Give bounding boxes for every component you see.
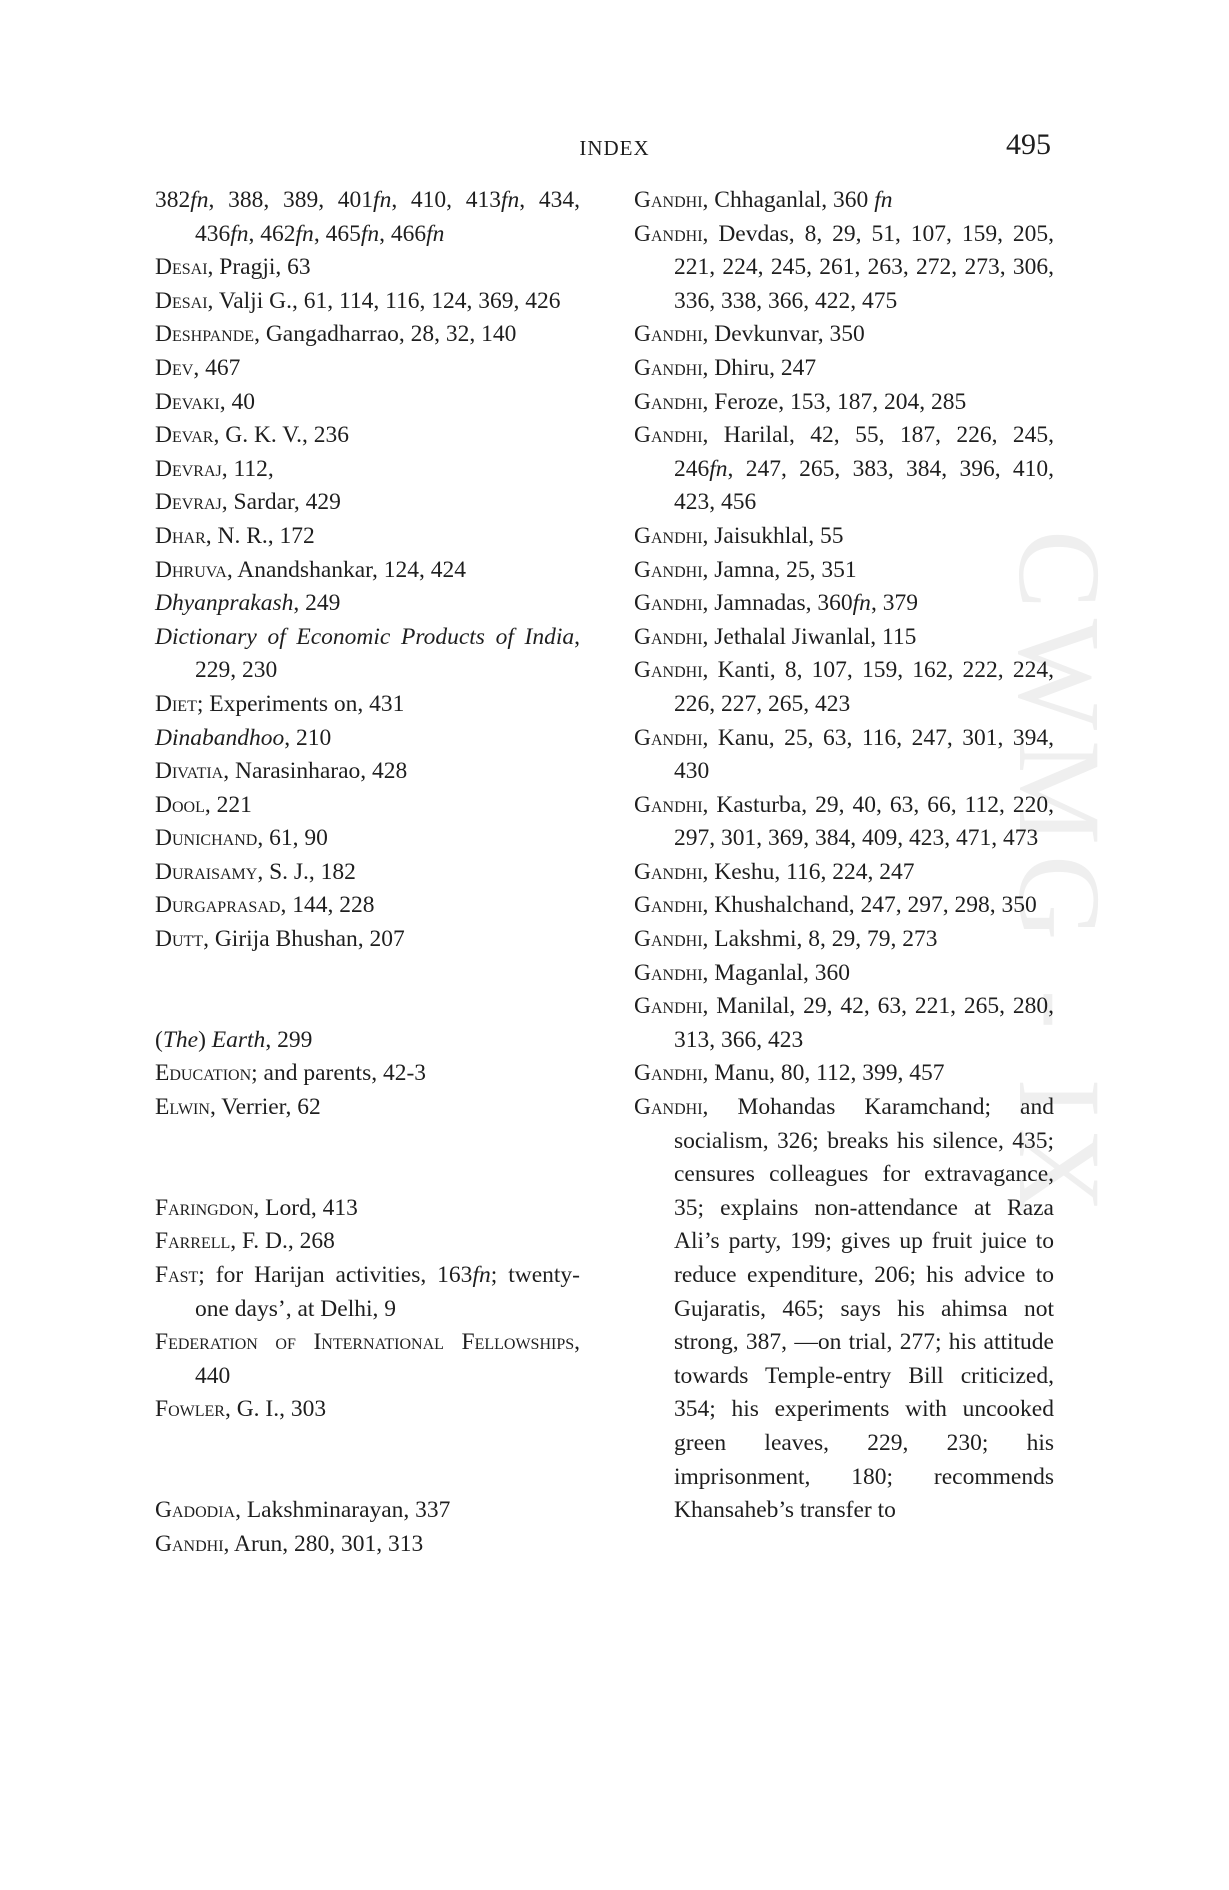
entry-text: ; for Harijan activities, 163: [198, 1262, 473, 1288]
index-entry: [634, 621, 1054, 655]
entry-heading: Gandhi: [634, 590, 703, 617]
entry-text: , 462: [248, 220, 296, 247]
index-entry: [634, 990, 1054, 1057]
section-gap: [155, 957, 580, 1024]
entry-text: 382: [155, 187, 191, 213]
index-entry: [634, 889, 1054, 923]
entry-text: , 144, 228: [280, 892, 375, 919]
entry-text: The: [162, 1026, 199, 1053]
index-entry: [155, 453, 580, 487]
running-head: INDEX: [579, 136, 650, 160]
entry-text: , Chhaganlal, 360: [702, 187, 875, 213]
entry-heading: Fast: [155, 1262, 199, 1288]
index-entry: [634, 1057, 1054, 1091]
entry-text: , Lakshmi, 8, 29, 79, 273: [702, 926, 938, 953]
entry-text: , Manilal, 29, 42, 63, 221, 265, 280, 313, 366, 423: [674, 993, 1054, 1053]
entry-text: fn: [852, 590, 871, 617]
entry-text: , 388, 389, 401: [208, 187, 374, 213]
entry-text: , Kanti, 8, 107, 159, 162, 222, 224, 226, 227, 265, 423: [674, 657, 1054, 717]
entry-heading: Dhar: [155, 522, 206, 549]
index-entry: [155, 755, 580, 789]
entry-text: , Narasinharao, 428: [223, 758, 408, 785]
entry-text: fn: [360, 220, 380, 247]
index-entry: [634, 554, 1054, 588]
index-entry: [634, 318, 1054, 352]
entry-heading: Dutt: [155, 926, 204, 953]
entry-heading: Diet: [155, 690, 197, 717]
entry-heading: Desai: [155, 254, 208, 281]
entry-text: , 40: [219, 388, 255, 415]
entry-heading: Gandhi: [155, 1530, 224, 1557]
entry-heading: Dev: [155, 354, 194, 381]
entry-heading: Faringdon: [155, 1194, 254, 1221]
entry-text: , S. J., 182: [257, 858, 356, 885]
section-gap: [155, 1125, 580, 1192]
index-entry: [155, 419, 580, 453]
entry-heading: Fowler: [155, 1396, 225, 1423]
entry-text: , Keshu, 116, 224, 247: [702, 858, 915, 885]
entry-text: , 465: [313, 220, 361, 247]
index-entry: [155, 1259, 580, 1326]
index-entry: [634, 856, 1054, 890]
index-entry: [155, 822, 580, 856]
index-entry: [634, 654, 1054, 721]
entry-text: , Lord, 413: [253, 1194, 358, 1221]
entry-text: (: [155, 1026, 163, 1053]
entry-text: , Kanu, 25, 63, 116, 247, 301, 394, 430: [674, 724, 1054, 785]
index-entry: [634, 587, 1054, 621]
index-entry: [155, 889, 580, 923]
entry-heading: Dhruva: [155, 556, 227, 583]
entry-text: fn: [501, 187, 520, 213]
index-entry: [155, 1091, 580, 1125]
entry-heading: Gandhi: [634, 892, 703, 919]
entry-text: , 249: [293, 590, 341, 617]
entry-text: , F. D., 268: [230, 1228, 335, 1255]
page-number: 495: [1006, 128, 1051, 161]
entry-text: ; and parents, 42-3: [251, 1060, 427, 1087]
entry-text: , Manu, 80, 112, 399, 457: [702, 1060, 945, 1087]
index-entry: [634, 352, 1054, 386]
entry-heading: Gandhi: [634, 422, 703, 449]
entry-text: fn: [295, 220, 314, 247]
index-entry: [155, 486, 580, 520]
entry-heading: Elwin: [155, 1094, 210, 1121]
entry-heading: Gandhi: [634, 1094, 703, 1121]
entry-text: , 434, 436: [195, 187, 581, 247]
entry-text: fn: [426, 220, 445, 247]
entry-text: , Jamnadas, 360: [702, 590, 853, 617]
entry-heading: Dunichand: [155, 825, 258, 852]
index-entry: [634, 184, 1054, 218]
index-entry: [155, 587, 580, 621]
entry-heading: Gandhi: [634, 623, 703, 650]
entry-text: , 229, 230: [195, 623, 580, 684]
entry-text: , Jamna, 25, 351: [702, 556, 857, 583]
index-entry: [634, 218, 1054, 319]
entry-heading: Gandhi: [634, 993, 703, 1020]
entry-text: , Khushalchand, 247, 297, 298, 350: [702, 892, 1037, 919]
entry-heading: Gandhi: [634, 388, 703, 415]
entry-text: , Anandshankar, 124, 424: [226, 556, 467, 583]
entry-text: , 210: [284, 724, 332, 751]
entry-text: , Gangadharrao, 28, 32, 140: [254, 321, 517, 348]
entry-text: , Devdas, 8, 29, 51, 107, 159, 205, 221, 224, 245, 261, 263, 272, 273, 306, 336, 338, 366, 422, 475: [674, 220, 1054, 314]
entry-heading: Farrell: [155, 1228, 231, 1255]
entry-text: , G. K. V., 236: [213, 422, 350, 449]
entry-text: fn: [709, 455, 728, 482]
entry-text: , Lakshminarayan, 337: [235, 1497, 451, 1524]
entry-heading: Devaki: [155, 388, 220, 415]
index-entry: [155, 1494, 580, 1528]
index-entry: [155, 621, 580, 688]
index-entry: [155, 688, 580, 722]
entry-heading: Devraj: [155, 455, 222, 482]
entry-text: ; Experiments on, 431: [196, 690, 405, 717]
index-entry: [634, 1091, 1054, 1528]
index-entry: [155, 285, 580, 319]
entry-text: fn: [874, 187, 893, 213]
entry-text: , Jethalal Jiwanlal, 115: [702, 623, 917, 650]
section-gap: [155, 1427, 580, 1494]
entry-heading: Gandhi: [634, 220, 703, 247]
entry-text: , 410, 413: [391, 187, 502, 213]
entry-text: fn: [230, 220, 249, 247]
entry-heading: Gandhi: [634, 556, 703, 583]
index-entry: [155, 1057, 580, 1091]
entry-text: , 247, 265, 383, 384, 396, 410, 423, 456: [674, 455, 1054, 516]
entry-heading: Federation of International Fellowships: [155, 1329, 575, 1356]
entry-text: ): [198, 1026, 212, 1053]
index-entry: [155, 856, 580, 890]
index-column-right: [634, 184, 1054, 1528]
entry-text: fn: [373, 187, 392, 213]
index-entry: [155, 184, 580, 251]
index-entry: [155, 352, 580, 386]
index-entry: [155, 318, 580, 352]
entry-text: , Valji G., 61, 114, 116, 124, 369, 426: [207, 287, 561, 314]
index-entry: [155, 923, 580, 957]
entry-text: fn: [472, 1262, 491, 1288]
entry-text: , 379: [870, 590, 918, 617]
index-entry: [155, 1528, 580, 1562]
watermark: CWMG - IX: [994, 530, 1125, 1224]
index-entry: [155, 1192, 580, 1226]
entry-text: , 466: [379, 220, 427, 247]
entry-text: , 61, 90: [257, 825, 328, 852]
index-entry: [155, 386, 580, 420]
index-entry: [634, 419, 1054, 520]
entry-text: , 440: [195, 1329, 580, 1389]
index-entry: [634, 386, 1054, 420]
entry-text: , Dhiru, 247: [702, 354, 817, 381]
entry-text: , G. I., 303: [224, 1396, 327, 1423]
index-entry: [155, 789, 580, 823]
index-entry: [634, 923, 1054, 957]
entry-text: , 299: [265, 1026, 313, 1053]
entry-heading: Gandhi: [634, 959, 703, 986]
entry-text: , Feroze, 153, 187, 204, 285: [702, 388, 967, 415]
entry-heading: Gandhi: [634, 354, 703, 381]
entry-heading: Deshpande: [155, 321, 255, 348]
entry-heading: Gandhi: [634, 522, 703, 549]
index-entry: [155, 1024, 580, 1058]
entry-heading: Duraisamy: [155, 858, 258, 885]
index-entry: [634, 520, 1054, 554]
entry-text: Dictionary of Economic Products of India: [155, 623, 575, 650]
entry-text: , Sardar, 429: [221, 489, 341, 516]
index-entry: [155, 722, 580, 756]
entry-heading: Gandhi: [634, 657, 703, 684]
entry-text: , 112,: [221, 455, 274, 482]
entry-text: , 467: [193, 354, 241, 381]
entry-heading: Education: [155, 1060, 252, 1087]
index-entry: [634, 789, 1054, 856]
entry-text: , Mohandas Karamchand; and socialism, 326; breaks his silence, 435; censures colleagues for extravagance, 35; explains non-attendance at Raza Ali’s party, 199; gives up fruit juice to reduce expenditure, 206; his advice to Gujaratis, 465; says his ahimsa not strong, 387, —on trial, 277; his attitude towards Temple-entry Bill criticized, 354; his experiments with uncooked green leaves, 229, 230; his imprisonment, 180; recommends Khansaheb’s transfer to: [674, 1094, 1054, 1524]
entry-text: Dhyanprakash: [155, 590, 294, 617]
index-column-left: [155, 184, 580, 1561]
entry-heading: Gandhi: [634, 791, 703, 818]
entry-heading: Desai: [155, 287, 208, 314]
index-entry: [155, 251, 580, 285]
entry-heading: Dool: [155, 791, 205, 818]
entry-text: , Jaisukhlal, 55: [702, 522, 844, 549]
entry-text: , Harilal, 42, 55, 187, 226, 245, 246: [674, 422, 1054, 482]
entry-heading: Gadodia: [155, 1497, 236, 1524]
entry-text: , Devkunvar, 350: [702, 321, 865, 348]
entry-text: , Maganlal, 360: [702, 959, 851, 986]
entry-heading: Gandhi: [634, 724, 703, 751]
entry-text: , Arun, 280, 301, 313: [223, 1530, 424, 1557]
entry-text: , Girija Bhushan, 207: [203, 926, 405, 953]
entry-text: Dinabandhoo: [155, 724, 285, 751]
entry-heading: Gandhi: [634, 187, 703, 213]
index-entry: [155, 520, 580, 554]
entry-heading: Gandhi: [634, 858, 703, 885]
index-entry: [155, 1393, 580, 1427]
entry-text: , Verrier, 62: [209, 1094, 321, 1121]
index-entry: [634, 957, 1054, 991]
entry-text: Earth: [211, 1026, 266, 1053]
index-entry: [155, 1225, 580, 1259]
entry-heading: Gandhi: [634, 926, 703, 953]
entry-text: , N. R., 172: [205, 522, 315, 549]
entry-heading: Gandhi: [634, 1060, 703, 1087]
entry-heading: Durgaprasad: [155, 892, 281, 919]
entry-heading: Gandhi: [634, 321, 703, 348]
index-entry: [634, 722, 1054, 789]
entry-text: , Pragji, 63: [207, 254, 311, 281]
entry-text: ; twenty-one days’, at Delhi, 9: [195, 1262, 580, 1322]
entry-text: , Kasturba, 29, 40, 63, 66, 112, 220, 297, 301, 369, 384, 409, 423, 471, 473: [674, 791, 1054, 852]
entry-text: , 221: [204, 791, 252, 818]
entry-heading: Devar: [155, 422, 214, 449]
entry-heading: Devraj: [155, 489, 222, 516]
index-entry: [155, 554, 580, 588]
index-entry: [155, 1326, 580, 1393]
entry-text: fn: [190, 187, 209, 213]
entry-heading: Divatia: [155, 758, 224, 785]
